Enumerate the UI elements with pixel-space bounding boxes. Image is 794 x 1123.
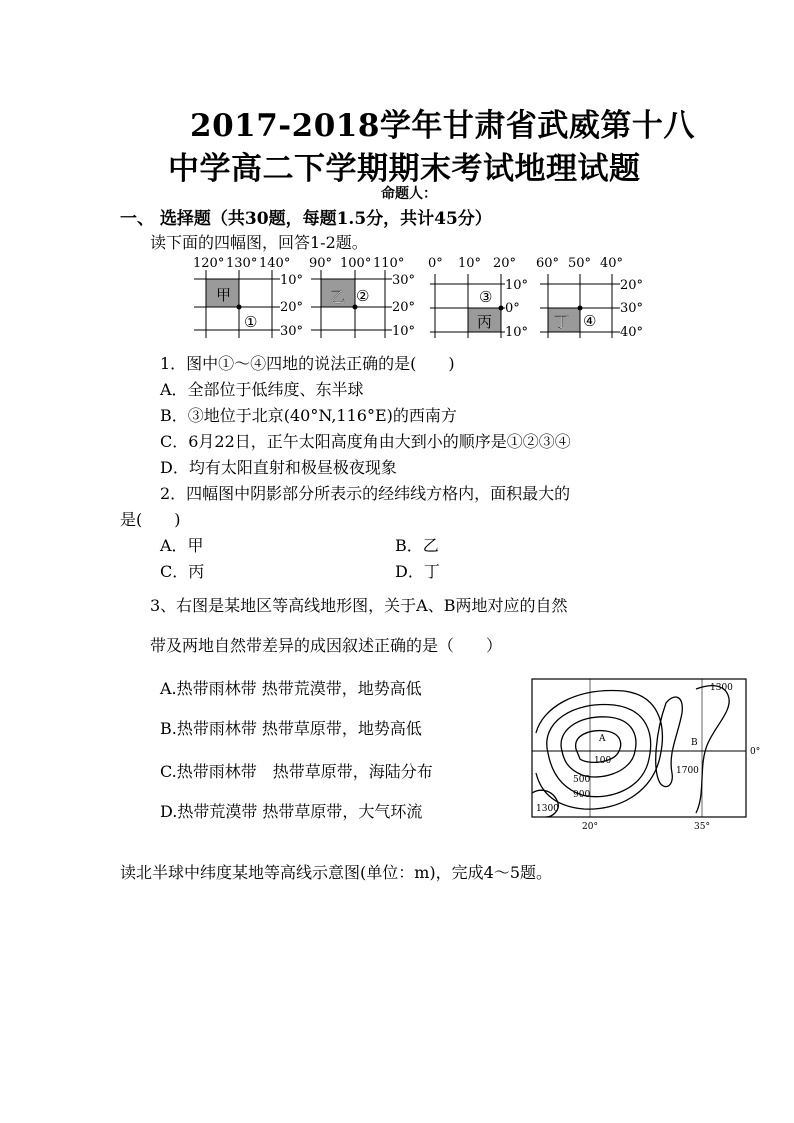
bing-lon-2: 10° xyxy=(458,256,482,271)
yi-lon-2: 100° xyxy=(340,256,372,271)
point-4: ④ xyxy=(583,312,597,330)
lon-label-20: 20° xyxy=(582,822,598,832)
contour-100: 100 xyxy=(594,756,612,766)
ding-lon-1: 60° xyxy=(536,256,560,271)
q1-option-a: A．全部位于低纬度、东半球 xyxy=(160,380,364,399)
q1-option-b: B．③地位于北京(40°N,116°E)的西南方 xyxy=(160,406,457,425)
q3-stem-line1: 3、右图是某地区等高线地形图，关于A、B两地对应的自然 xyxy=(150,596,568,615)
yi-lat-3: 10° xyxy=(392,324,416,339)
grid-map-yi xyxy=(309,256,415,339)
contour-900: 900 xyxy=(573,790,591,800)
jia-lon-2: 130° xyxy=(226,256,258,271)
intro-q1-2: 读下面的四幅图，回答1-2题。 xyxy=(150,233,368,252)
map-frame xyxy=(532,679,746,817)
yi-lat-2: 20° xyxy=(392,300,416,315)
q2-option-c: C．丙 xyxy=(160,562,205,581)
grid-map-bing xyxy=(428,256,528,340)
bing-lon-1: 0° xyxy=(428,256,443,271)
q1-option-d: D．均有太阳直射和极昼极夜现象 xyxy=(160,458,397,477)
yi-label: 乙 xyxy=(330,288,346,306)
page-title-line2: 中学高二下学期期末考试地理试题 xyxy=(168,151,641,187)
grid-maps-figure xyxy=(180,252,650,342)
page-title-line1: 2017-2018学年甘肃省武威第十八 xyxy=(190,108,695,144)
bing-lat-2: 0° xyxy=(505,301,520,316)
q1-option-c: C．6月22日，正午太阳高度角由大到小的顺序是①②③④ xyxy=(160,432,571,451)
q3-stem-line2: 带及两地自然带差异的成因叙述正确的是（ ） xyxy=(150,636,503,655)
ding-lon-3: 40° xyxy=(600,256,624,271)
point-2: ② xyxy=(356,287,370,305)
author-label: 命题人： xyxy=(381,186,437,202)
lat-label-0: 0° xyxy=(750,747,761,757)
q3-option-c: C.热带雨林带 热带草原带，海陆分布 xyxy=(160,762,433,781)
ding-lat-1: 20° xyxy=(620,278,644,293)
label-b: B xyxy=(691,738,698,748)
jia-lon-3: 140° xyxy=(259,256,291,271)
q2-option-d: D．丁 xyxy=(395,562,440,581)
yi-lon-3: 110° xyxy=(373,256,405,271)
ding-lat-3: 40° xyxy=(620,325,644,340)
bing-lon-3: 20° xyxy=(493,256,517,271)
q2-option-b: B．乙 xyxy=(395,536,439,555)
jia-lat-2: 20° xyxy=(280,300,304,315)
jia-label: 甲 xyxy=(216,286,232,304)
q3-option-b: B.热带雨林带 热带草原带，地势高低 xyxy=(160,719,422,738)
contour-500: 500 xyxy=(573,775,591,785)
q2-stem-line2: 是( ) xyxy=(120,510,181,529)
bing-lat-1: 10° xyxy=(505,278,529,293)
bing-label: 丙 xyxy=(477,313,493,331)
yi-lon-1: 90° xyxy=(309,256,333,271)
q3-option-a: A.热带雨林带 热带荒漠带，地势高低 xyxy=(160,679,422,698)
ding-lon-2: 50° xyxy=(568,256,592,271)
ding-lat-2: 30° xyxy=(620,301,644,316)
lon-label-35: 35° xyxy=(694,822,710,832)
q2-stem-line1: 2．四幅图中阴影部分所表示的经纬线方格内，面积最大的 xyxy=(160,484,571,503)
ding-label: 丁 xyxy=(554,313,570,331)
section-heading: 一、 选择题（共30题，每题1.5分，共计45分） xyxy=(120,209,492,229)
contour-map-figure xyxy=(528,673,766,835)
point-3: ③ xyxy=(479,288,493,306)
jia-lat-3: 30° xyxy=(280,324,304,339)
point-1: ① xyxy=(244,313,258,331)
q3-option-d: D.热带荒漠带 热带草原带，大气环流 xyxy=(160,802,423,821)
contour-1300-bottom: 1300 xyxy=(536,804,559,814)
contour-1700: 1700 xyxy=(676,766,699,776)
grid-map-jia xyxy=(193,256,303,339)
label-a: A xyxy=(599,734,606,744)
q2-option-a: A．甲 xyxy=(160,536,204,555)
yi-lat-1: 30° xyxy=(392,273,416,288)
q1-stem: 1．图中①～④四地的说法正确的是( ) xyxy=(160,354,455,373)
contour-1300-top: 1300 xyxy=(710,683,733,693)
jia-lat-1: 10° xyxy=(280,273,304,288)
bing-lat-3: 10° xyxy=(505,325,529,340)
jia-lon-1: 120° xyxy=(193,256,225,271)
intro-q4-5: 读北半球中纬度某地等高线示意图(单位：m)，完成4～5题。 xyxy=(120,863,553,882)
grid-map-ding xyxy=(536,256,643,340)
